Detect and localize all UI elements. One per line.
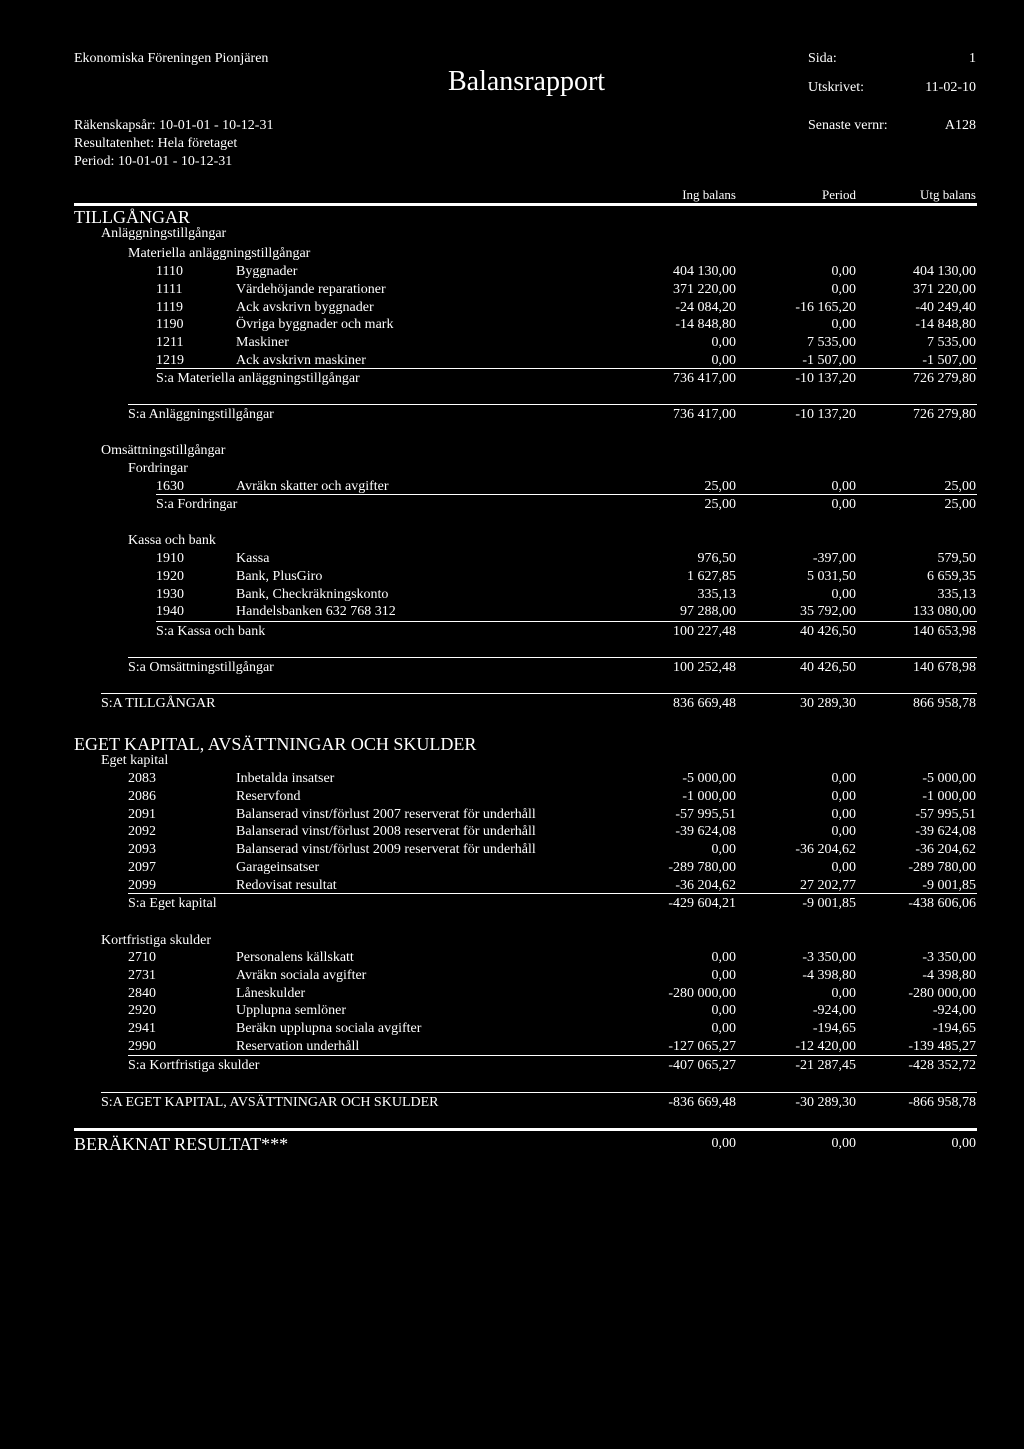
amount-ing: -57 995,51 — [675, 806, 736, 822]
account-name: Låneskulder — [236, 985, 306, 1001]
amount-utg: -1 507,00 — [922, 353, 976, 368]
page-label: Sida: — [808, 51, 837, 66]
amount-utg: 866 958,78 — [913, 696, 976, 711]
group-heading: Omsättningstillgångar — [101, 443, 226, 458]
amount-ing: 25,00 — [704, 497, 736, 512]
subtotal-row: S:a Materiella anläggningstillgångar — [156, 371, 360, 386]
account-name: Upplupna semlöner — [236, 1003, 347, 1019]
account-name: Reservfond — [236, 788, 301, 804]
amount-utg: -40 249,40 — [915, 299, 976, 315]
subgroup-heading: Fordringar — [128, 461, 188, 476]
sum-rule — [128, 657, 977, 658]
amount-period: 5 031,50 — [807, 568, 856, 584]
group-heading: Eget kapital — [101, 753, 169, 768]
account-name: Beräkn upplupna sociala avgifter — [236, 1021, 422, 1037]
account-number: 1920 — [156, 568, 184, 584]
total-row: S:A TILLGÅNGAR — [101, 696, 216, 711]
account-number: 2097 — [128, 860, 156, 875]
amount-utg: -36 204,62 — [915, 842, 976, 858]
account-name: Balanserad vinst/förlust 2009 reserverat för underhåll — [236, 842, 536, 858]
account-number: 2731 — [128, 967, 156, 983]
amount-utg: -57 995,51 — [915, 806, 976, 822]
amount-ing: 0,00 — [711, 335, 736, 351]
col-header-period: Period — [822, 187, 856, 202]
amount-utg: -14 848,80 — [915, 317, 976, 333]
amount-ing: -24 084,20 — [675, 299, 736, 315]
total-row: S:A EGET KAPITAL, AVSÄTTNINGAR OCH SKULDER — [101, 1095, 439, 1110]
amount-period: 0,00 — [831, 281, 856, 297]
result-unit: Resultatenhet: Hela företaget — [74, 136, 238, 151]
amount-period: 0,00 — [831, 1136, 856, 1151]
amount-period: 0,00 — [831, 771, 856, 786]
amount-ing: 0,00 — [711, 1003, 736, 1019]
amount-utg: 25,00 — [944, 479, 976, 494]
account-number: 2710 — [128, 950, 156, 965]
amount-period: 0,00 — [831, 497, 856, 512]
subgroup-heading: Kassa och bank — [128, 533, 216, 548]
account-number: 1110 — [156, 264, 183, 279]
amount-utg: -139 485,27 — [908, 1039, 976, 1054]
amount-period: 0,00 — [831, 586, 856, 602]
result-label: BERÄKNAT RESULTAT*** — [74, 1134, 289, 1154]
amount-utg: 404 130,00 — [913, 264, 976, 279]
amount-period: -36 204,62 — [795, 842, 856, 858]
amount-ing: 0,00 — [711, 842, 736, 858]
amount-utg: -280 000,00 — [908, 985, 976, 1001]
amount-ing: -289 780,00 — [668, 860, 736, 875]
amount-ing: -14 848,80 — [675, 317, 736, 333]
amount-period: 35 792,00 — [800, 604, 856, 620]
account-name: Maskiner — [236, 335, 289, 351]
account-name: Ack avskrivn byggnader — [236, 299, 374, 315]
amount-utg: 579,50 — [937, 551, 976, 566]
amount-ing: 736 417,00 — [673, 371, 736, 386]
account-number: 2099 — [128, 877, 156, 893]
amount-ing: 25,00 — [704, 479, 736, 494]
sum-rule — [156, 494, 977, 495]
amount-ing: -39 624,08 — [675, 824, 736, 840]
amount-period: -21 287,45 — [795, 1058, 856, 1073]
printed-date: 11-02-10 — [925, 80, 976, 95]
amount-ing: 1 627,85 — [687, 568, 736, 584]
amount-period: -10 137,20 — [795, 371, 856, 386]
amount-utg: -438 606,06 — [908, 896, 976, 911]
account-number: 2092 — [128, 824, 156, 840]
amount-utg: -1 000,00 — [922, 788, 976, 804]
amount-ing: 0,00 — [711, 1021, 736, 1037]
amount-utg: 7 535,00 — [927, 335, 976, 351]
group-heading: Kortfristiga skulder — [101, 933, 212, 948]
account-number: 2920 — [128, 1003, 156, 1019]
amount-period: 0,00 — [831, 479, 856, 494]
result-rule — [74, 1128, 977, 1131]
account-number: 1211 — [156, 335, 184, 351]
amount-utg: 0,00 — [951, 1136, 976, 1151]
amount-period: -924,00 — [812, 1003, 856, 1019]
section-heading-liabilities: EGET KAPITAL, AVSÄTTNINGAR OCH SKULDER — [74, 734, 477, 754]
amount-ing: -5 000,00 — [682, 771, 736, 786]
last-voucher-label: Senaste vernr: — [808, 118, 888, 133]
amount-period: -3 350,00 — [802, 950, 856, 965]
subtotal-row: S:a Kortfristiga skulder — [128, 1058, 260, 1073]
account-number: 2093 — [128, 842, 156, 858]
last-voucher-number: A128 — [944, 118, 976, 133]
amount-utg: -924,00 — [932, 1003, 976, 1019]
section-heading-assets: TILLGÅNGAR — [74, 207, 190, 227]
amount-utg: -428 352,72 — [908, 1058, 976, 1073]
amount-ing: -407 065,27 — [668, 1058, 736, 1073]
page-number: 1 — [969, 51, 976, 66]
amount-ing: 371 220,00 — [673, 281, 736, 297]
amount-utg: -4 398,80 — [922, 967, 976, 983]
header-rule — [74, 203, 977, 206]
account-name: Personalens källskatt — [236, 950, 354, 965]
col-header-ing: Ing balans — [682, 187, 736, 202]
amount-period: -10 137,20 — [795, 407, 856, 422]
account-name: Inbetalda insatser — [236, 771, 335, 786]
amount-ing: -127 065,27 — [668, 1039, 736, 1054]
report-title: Balansrapport — [448, 66, 606, 97]
sum-rule — [128, 404, 977, 405]
account-number: 1630 — [156, 479, 184, 494]
account-number: 2086 — [128, 788, 156, 804]
account-name: Balanserad vinst/förlust 2007 reserverat för underhåll — [236, 806, 536, 822]
amount-ing: -836 669,48 — [668, 1095, 736, 1110]
sum-rule — [128, 1055, 977, 1056]
amount-period: -16 165,20 — [795, 299, 856, 315]
account-number: 2941 — [128, 1021, 156, 1037]
account-name: Redovisat resultat — [236, 877, 337, 893]
account-number: 1910 — [156, 551, 184, 566]
fiscal-year: Räkenskapsår: 10-01-01 - 10-12-31 — [74, 118, 274, 133]
amount-ing: -429 604,21 — [668, 896, 736, 911]
account-name: Avräkn skatter och avgifter — [236, 479, 389, 494]
amount-ing: 0,00 — [711, 1136, 736, 1151]
amount-ing: 836 669,48 — [673, 696, 736, 711]
amount-period: 0,00 — [831, 317, 856, 333]
amount-utg: 133 080,00 — [913, 604, 976, 620]
subtotal-row: S:a Anläggningstillgångar — [128, 407, 274, 422]
amount-period: 0,00 — [831, 985, 856, 1001]
amount-utg: -194,65 — [932, 1021, 976, 1037]
amount-ing: 0,00 — [711, 967, 736, 983]
amount-ing: -280 000,00 — [668, 985, 736, 1001]
sum-rule — [101, 693, 977, 694]
account-name: Balanserad vinst/förlust 2008 reserverat för underhåll — [236, 824, 536, 840]
group-heading: Anläggningstillgångar — [101, 226, 227, 241]
amount-ing: -36 204,62 — [675, 877, 736, 893]
account-number: 1111 — [156, 281, 183, 297]
subtotal-row: S:a Fordringar — [156, 497, 238, 512]
amount-ing: 0,00 — [711, 950, 736, 965]
account-number: 1219 — [156, 353, 184, 368]
account-name: Kassa — [236, 551, 270, 566]
account-number: 1190 — [156, 317, 184, 333]
sum-rule — [101, 1092, 977, 1093]
amount-ing: 404 130,00 — [673, 264, 736, 279]
amount-period: -1 507,00 — [802, 353, 856, 368]
sum-rule — [128, 893, 977, 894]
amount-ing: 100 227,48 — [673, 624, 736, 639]
account-number: 2840 — [128, 985, 156, 1001]
amount-ing: 736 417,00 — [673, 407, 736, 422]
account-name: Handelsbanken 632 768 312 — [236, 604, 396, 620]
amount-utg: 140 678,98 — [913, 660, 976, 675]
amount-period: -4 398,80 — [802, 967, 856, 983]
amount-utg: 25,00 — [944, 497, 976, 512]
account-number: 2083 — [128, 771, 156, 786]
amount-utg: -866 958,78 — [908, 1095, 976, 1110]
company-name: Ekonomiska Föreningen Pionjären — [74, 51, 269, 66]
subtotal-row: S:a Eget kapital — [128, 896, 217, 911]
amount-utg: 335,13 — [937, 586, 976, 602]
account-name: Ack avskrivn maskiner — [236, 353, 366, 368]
amount-period: 40 426,50 — [800, 624, 856, 639]
amount-utg: -39 624,08 — [915, 824, 976, 840]
amount-utg: -3 350,00 — [922, 950, 976, 965]
sum-rule — [156, 368, 977, 369]
amount-period: 30 289,30 — [800, 696, 856, 711]
amount-utg: 6 659,35 — [927, 568, 976, 584]
amount-period: -397,00 — [812, 551, 856, 566]
amount-utg: 140 653,98 — [913, 624, 976, 639]
subtotal-row: S:a Omsättningstillgångar — [128, 660, 274, 675]
amount-ing: 100 252,48 — [673, 660, 736, 675]
amount-ing: 976,50 — [697, 551, 736, 566]
amount-utg: 371 220,00 — [913, 281, 976, 297]
account-number: 2091 — [128, 806, 156, 822]
amount-period: -9 001,85 — [802, 896, 856, 911]
amount-utg: -5 000,00 — [922, 771, 976, 786]
sum-rule — [156, 621, 977, 622]
account-name: Övriga byggnader och mark — [236, 317, 394, 333]
report-period: Period: 10-01-01 - 10-12-31 — [74, 154, 233, 169]
amount-period: 7 535,00 — [807, 335, 856, 351]
amount-period: -194,65 — [812, 1021, 856, 1037]
account-name: Värdehöjande reparationer — [236, 281, 386, 297]
account-number: 1930 — [156, 586, 184, 602]
amount-period: 0,00 — [831, 264, 856, 279]
subgroup-heading: Materiella anläggningstillgångar — [128, 246, 311, 261]
amount-utg: 726 279,80 — [913, 407, 976, 422]
amount-ing: 335,13 — [697, 586, 736, 602]
col-header-utg: Utg balans — [920, 187, 976, 202]
printed-label: Utskrivet: — [808, 80, 864, 95]
amount-ing: 0,00 — [711, 353, 736, 368]
account-name: Byggnader — [236, 264, 298, 279]
account-name: Reservation underhåll — [236, 1039, 360, 1054]
amount-period: -12 420,00 — [795, 1039, 856, 1054]
amount-ing: -1 000,00 — [682, 788, 736, 804]
amount-utg: -9 001,85 — [922, 877, 976, 893]
amount-ing: 97 288,00 — [680, 604, 736, 620]
account-number: 2990 — [128, 1039, 156, 1054]
amount-utg: 726 279,80 — [913, 371, 976, 386]
account-name: Garageinsatser — [236, 860, 320, 875]
amount-period: 27 202,77 — [800, 877, 856, 893]
amount-period: 40 426,50 — [800, 660, 856, 675]
account-name: Bank, PlusGiro — [236, 568, 323, 584]
account-name: Bank, Checkräkningskonto — [236, 586, 389, 602]
amount-period: 0,00 — [831, 806, 856, 822]
amount-period: 0,00 — [831, 824, 856, 840]
amount-utg: -289 780,00 — [908, 860, 976, 875]
amount-period: 0,00 — [831, 860, 856, 875]
account-name: Avräkn sociala avgifter — [236, 967, 367, 983]
amount-period: 0,00 — [831, 788, 856, 804]
subtotal-row: S:a Kassa och bank — [156, 624, 266, 639]
account-number: 1119 — [156, 299, 183, 315]
amount-period: -30 289,30 — [795, 1095, 856, 1110]
account-number: 1940 — [156, 604, 184, 620]
